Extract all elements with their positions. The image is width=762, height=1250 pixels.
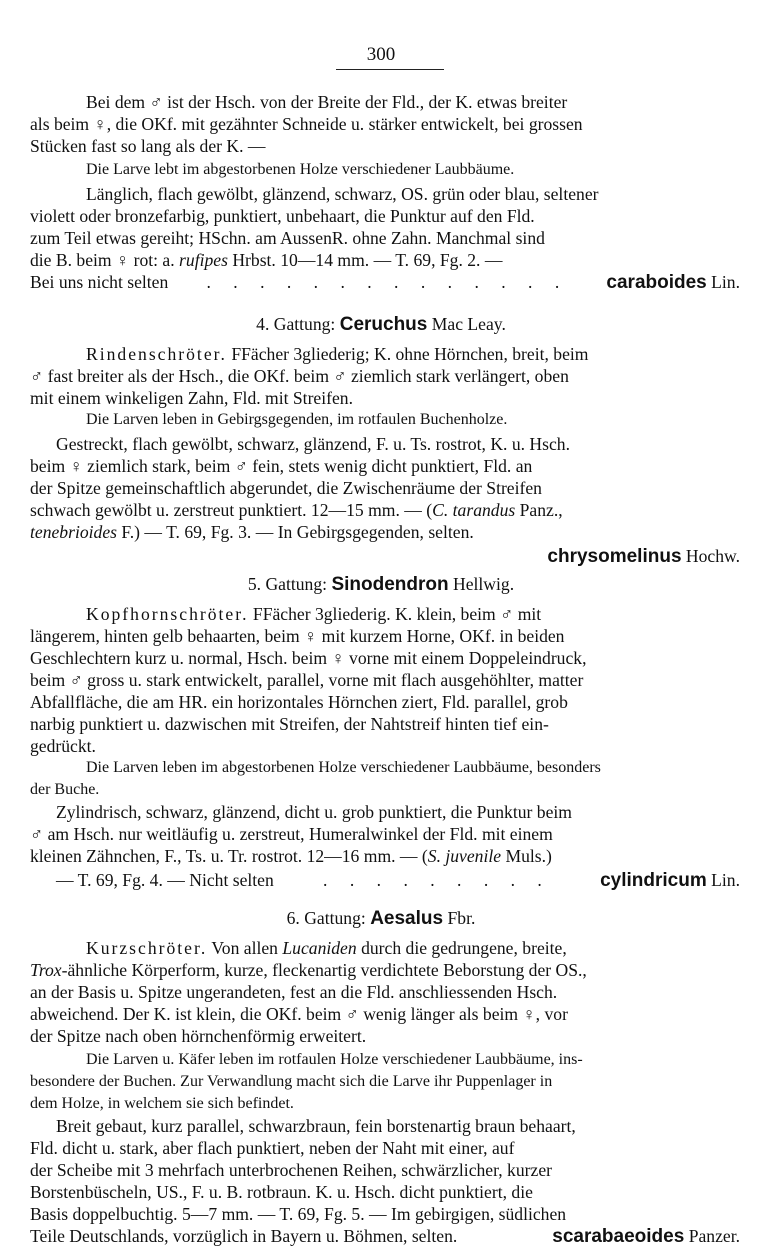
- text-line: längerem, hinten gelb behaarten, beim ♀ mit kurzem Horne, OKf. in beiden: [30, 626, 565, 646]
- text-span: Bei uns nicht selten: [30, 272, 169, 292]
- species-line: [30, 1226, 740, 1247]
- genus-reference: Trox: [30, 960, 62, 980]
- variety-name: rufipes: [179, 250, 228, 270]
- text-span: die B. beim ♀ rot: a.: [30, 250, 175, 270]
- species-line: [30, 546, 740, 567]
- text-line: besondere der Buchen. Zur Verwandlung macht sich die Larve ihr Puppenlager in: [30, 1073, 553, 1090]
- text-span: — T. 69, Fg. 4. — Nicht selten: [56, 870, 274, 890]
- text-line: Stücken fast so lang als der K. —: [30, 136, 266, 156]
- common-name: Kurzschröter.: [86, 938, 208, 958]
- text-line: als beim ♀, die OKf. mit gezähnter Schneide u. stärker entwickelt, bei grossen: [30, 114, 583, 134]
- page-number: 300: [366, 44, 396, 65]
- author-name: Panzer.: [688, 1226, 740, 1246]
- author-name: Lin.: [711, 870, 740, 890]
- text-line: der Scheibe mit 3 mehrfach unterbrochenen Reihen, schwärzlicher, kurzer: [30, 1160, 552, 1180]
- heading-label: 6. Gattung:: [286, 908, 366, 928]
- species-name: scarabaeoides: [552, 1226, 685, 1247]
- text-span: schwach gewölbt u. zerstreut punktiert. 12—15 mm. — (: [30, 500, 433, 520]
- leader-dots: . . . . . . . . . . . . . .: [206, 272, 569, 292]
- family-name: Lucaniden: [282, 938, 357, 958]
- text-line: der Spitze gemeinschaftlich abgerundet, die Zwischenräume der Streifen: [30, 478, 542, 498]
- text-line: dem Holze, in welchem sie sich befindet.: [30, 1095, 294, 1112]
- species-name: cylindricum: [600, 870, 707, 891]
- text-span: Von allen: [211, 938, 278, 958]
- text-span: FFächer 3gliederig. K. klein, beim ♂ mit: [252, 604, 542, 624]
- text-line: Die Larve lebt im abgestorbenen Holze verschiedener Laubbäume.: [86, 161, 515, 178]
- leader-dots: . . . . . . . . .: [323, 870, 551, 890]
- text-span: FFächer 3gliederig; K. ohne Hörnchen, breit, beim: [231, 344, 589, 364]
- common-name: Kopfhornschröter.: [86, 604, 249, 624]
- text-line: [30, 846, 740, 866]
- text-line: [30, 250, 740, 270]
- text-line: [86, 938, 740, 958]
- genus-heading: [0, 908, 762, 929]
- text-line: Abfallfläche, die am HR. ein horizontales Hörnchen ziert, Fld. parallel, grob: [30, 692, 568, 712]
- species-line: [56, 870, 740, 891]
- text-span: Teile Deutschlands, vorzüglich in Bayern u. Böhmen, selten.: [30, 1226, 458, 1246]
- text-span: Panz.,: [519, 500, 563, 520]
- author-name: Hochw.: [685, 546, 740, 566]
- text-line: Bei dem ♂ ist der Hsch. von der Breite der Fld., der K. etwas breiter: [86, 92, 568, 112]
- text-line: mit einem winkeligen Zahn, Fld. mit Streifen.: [30, 388, 353, 408]
- synonym-name: C. tarandus: [432, 500, 516, 520]
- author-name: Fbr.: [447, 908, 476, 928]
- text-line: der Spitze nach oben hörnchenförmig erweitert.: [30, 1026, 367, 1046]
- heading-label: 5. Gattung:: [247, 574, 328, 594]
- text-span: durch die gedrungene, breite,: [361, 938, 567, 958]
- text-line: ♂ fast breiter als der Hsch., die OKf. beim ♂ ziemlich stark verlängert, oben: [30, 366, 569, 386]
- text-line: zum Teil etwas gereiht; HSchn. am AussenR. ohne Zahn. Manchmal sind: [30, 228, 545, 248]
- genus-name: Sinodendron: [331, 574, 449, 595]
- synonym-name: S. juvenile: [427, 846, 502, 866]
- heading-label: 4. Gattung:: [256, 314, 336, 334]
- text-line: beim ♀ ziemlich stark, beim ♂ fein, stets wenig dicht punktiert, Fld. an: [30, 456, 533, 476]
- text-span: -ähnliche Körperform, kurze, fleckenartig verdichtete Beborstung der OS.,: [61, 960, 587, 980]
- text-line: der Buche.: [30, 781, 100, 798]
- text-line: Basis doppelbuchtig. 5—7 mm. — T. 69, Fg. 5. — Im gebirgigen, südlichen: [30, 1204, 567, 1224]
- text-line: beim ♂ gross u. stark entwickelt, parallel, vorne mit flach ausgehöhlter, matter: [30, 670, 584, 690]
- genus-name: Ceruchus: [339, 314, 428, 335]
- author-name: Hellwig.: [453, 574, 515, 594]
- text-line: narbig punktiert u. dazwischen mit Streifen, der Nahtstreif hinten tief ein-: [30, 714, 549, 734]
- synonym-name: tenebrioides: [30, 522, 117, 542]
- genus-name: Aesalus: [370, 908, 444, 929]
- text-line: Die Larven leben in Gebirgsgegenden, im rotfaulen Buchenholze.: [86, 411, 508, 428]
- text-line: [30, 960, 740, 980]
- text-line: Die Larven leben im abgestorbenen Holze verschiedener Laubbäume, besonders: [86, 759, 601, 776]
- text-span: F.) — T. 69, Fg. 3. — In Gebirgsgegenden, selten.: [121, 522, 474, 542]
- species-name: caraboides: [606, 272, 707, 293]
- author-name: Mac Leay.: [431, 314, 506, 334]
- author-name: Lin.: [711, 272, 740, 292]
- text-line: Zylindrisch, schwarz, glänzend, dicht u. grob punktiert, die Punktur beim: [56, 802, 572, 822]
- species-name: chrysomelinus: [547, 546, 682, 567]
- text-line: Fld. dicht u. stark, aber flach punktiert, neben der Naht mit einer, auf: [30, 1138, 515, 1158]
- text-line: ♂ am Hsch. nur weitläufig u. zerstreut, Humeralwinkel der Fld. mit einem: [30, 824, 553, 844]
- common-name: Rindenschröter.: [86, 344, 227, 364]
- genus-heading: [0, 574, 762, 595]
- genus-heading: [0, 314, 762, 335]
- text-line: abweichend. Der K. ist klein, die OKf. beim ♂ wenig länger als beim ♀, vor: [30, 1004, 568, 1024]
- text-line: Breit gebaut, kurz parallel, schwarzbraun, fein borstenartig braun behaart,: [56, 1116, 576, 1136]
- text-line: [86, 344, 740, 364]
- text-line: Gestreckt, flach gewölbt, schwarz, glänzend, F. u. Ts. rostrot, K. u. Hsch.: [56, 434, 570, 454]
- text-span: Hrbst. 10—14 mm. — T. 69, Fg. 2. —: [232, 250, 503, 270]
- text-line: violett oder bronzefarbig, punktiert, unbehaart, die Punktur auf den Fld.: [30, 206, 535, 226]
- text-line: [86, 604, 740, 624]
- text-line: Länglich, flach gewölbt, glänzend, schwarz, OS. grün oder blau, seltener: [86, 184, 599, 204]
- text-line: Borstenbüscheln, US., F. u. B. rotbraun. K. u. Hsch. dicht punktiert, die: [30, 1182, 533, 1202]
- text-line: an der Basis u. Spitze ungerandeten, fest an die Fld. anschliessenden Hsch.: [30, 982, 558, 1002]
- text-line: Geschlechtern kurz u. normal, Hsch. beim ♀ vorne mit einem Doppeleindruck,: [30, 648, 587, 668]
- text-span: Muls.): [505, 846, 552, 866]
- text-span: kleinen Zähnchen, F., Ts. u. Tr. rostrot. 12—16 mm. — (: [30, 846, 428, 866]
- text-line: gedrückt.: [30, 736, 96, 756]
- page-number-rule: [336, 69, 444, 70]
- species-line: [30, 272, 740, 293]
- text-line: Die Larven u. Käfer leben im rotfaulen Holze verschiedener Laubbäume, ins-: [86, 1051, 583, 1068]
- text-line: [30, 500, 740, 520]
- text-line: [30, 522, 740, 542]
